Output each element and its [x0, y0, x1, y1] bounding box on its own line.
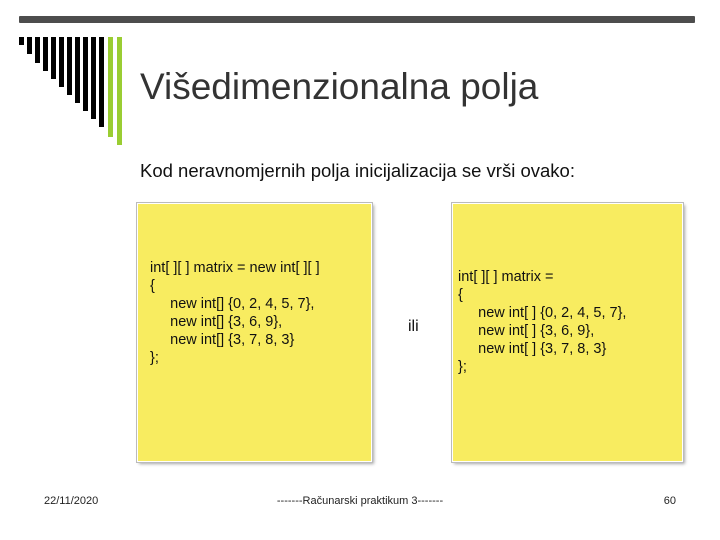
page-number: 60: [663, 495, 676, 507]
stripe: [75, 37, 80, 103]
slide-subtitle: Kod neravnomjernih polja inicijalizacija se vrši ovako:: [140, 160, 575, 181]
footer-course: -------Računarski praktikum 3-------: [276, 495, 444, 507]
decorative-stripes: [0, 0, 140, 140]
stripe: [19, 37, 24, 45]
stripe: [83, 37, 88, 111]
code-block-right: int[ ][ ] matrix = { new int[ ] {0, 2, 4, 5, 7}, new int[ ] {3, 6, 9}, new int[ ] {3, 7, 8, 3} };: [458, 269, 627, 375]
stripe: [51, 37, 56, 79]
stripe: [99, 37, 104, 127]
footer-date: 22/11/2020: [44, 495, 99, 507]
stripe: [27, 37, 32, 54]
slide-title: Višedimenzionalna polja: [140, 66, 539, 107]
or-label: ili: [408, 318, 419, 335]
code-block-left: int[ ][ ] matrix = new int[ ][ ] { new int[] {0, 2, 4, 5, 7}, new int[] {3, 6, 9}, new int[] {3, 7, 8, 3} };: [150, 260, 320, 366]
stripe: [35, 37, 40, 63]
stripe: [67, 37, 72, 95]
stripe-accent: [108, 37, 113, 137]
stripe: [59, 37, 64, 87]
stripe: [91, 37, 96, 119]
stripe-accent: [117, 37, 122, 145]
stripe: [43, 37, 48, 71]
